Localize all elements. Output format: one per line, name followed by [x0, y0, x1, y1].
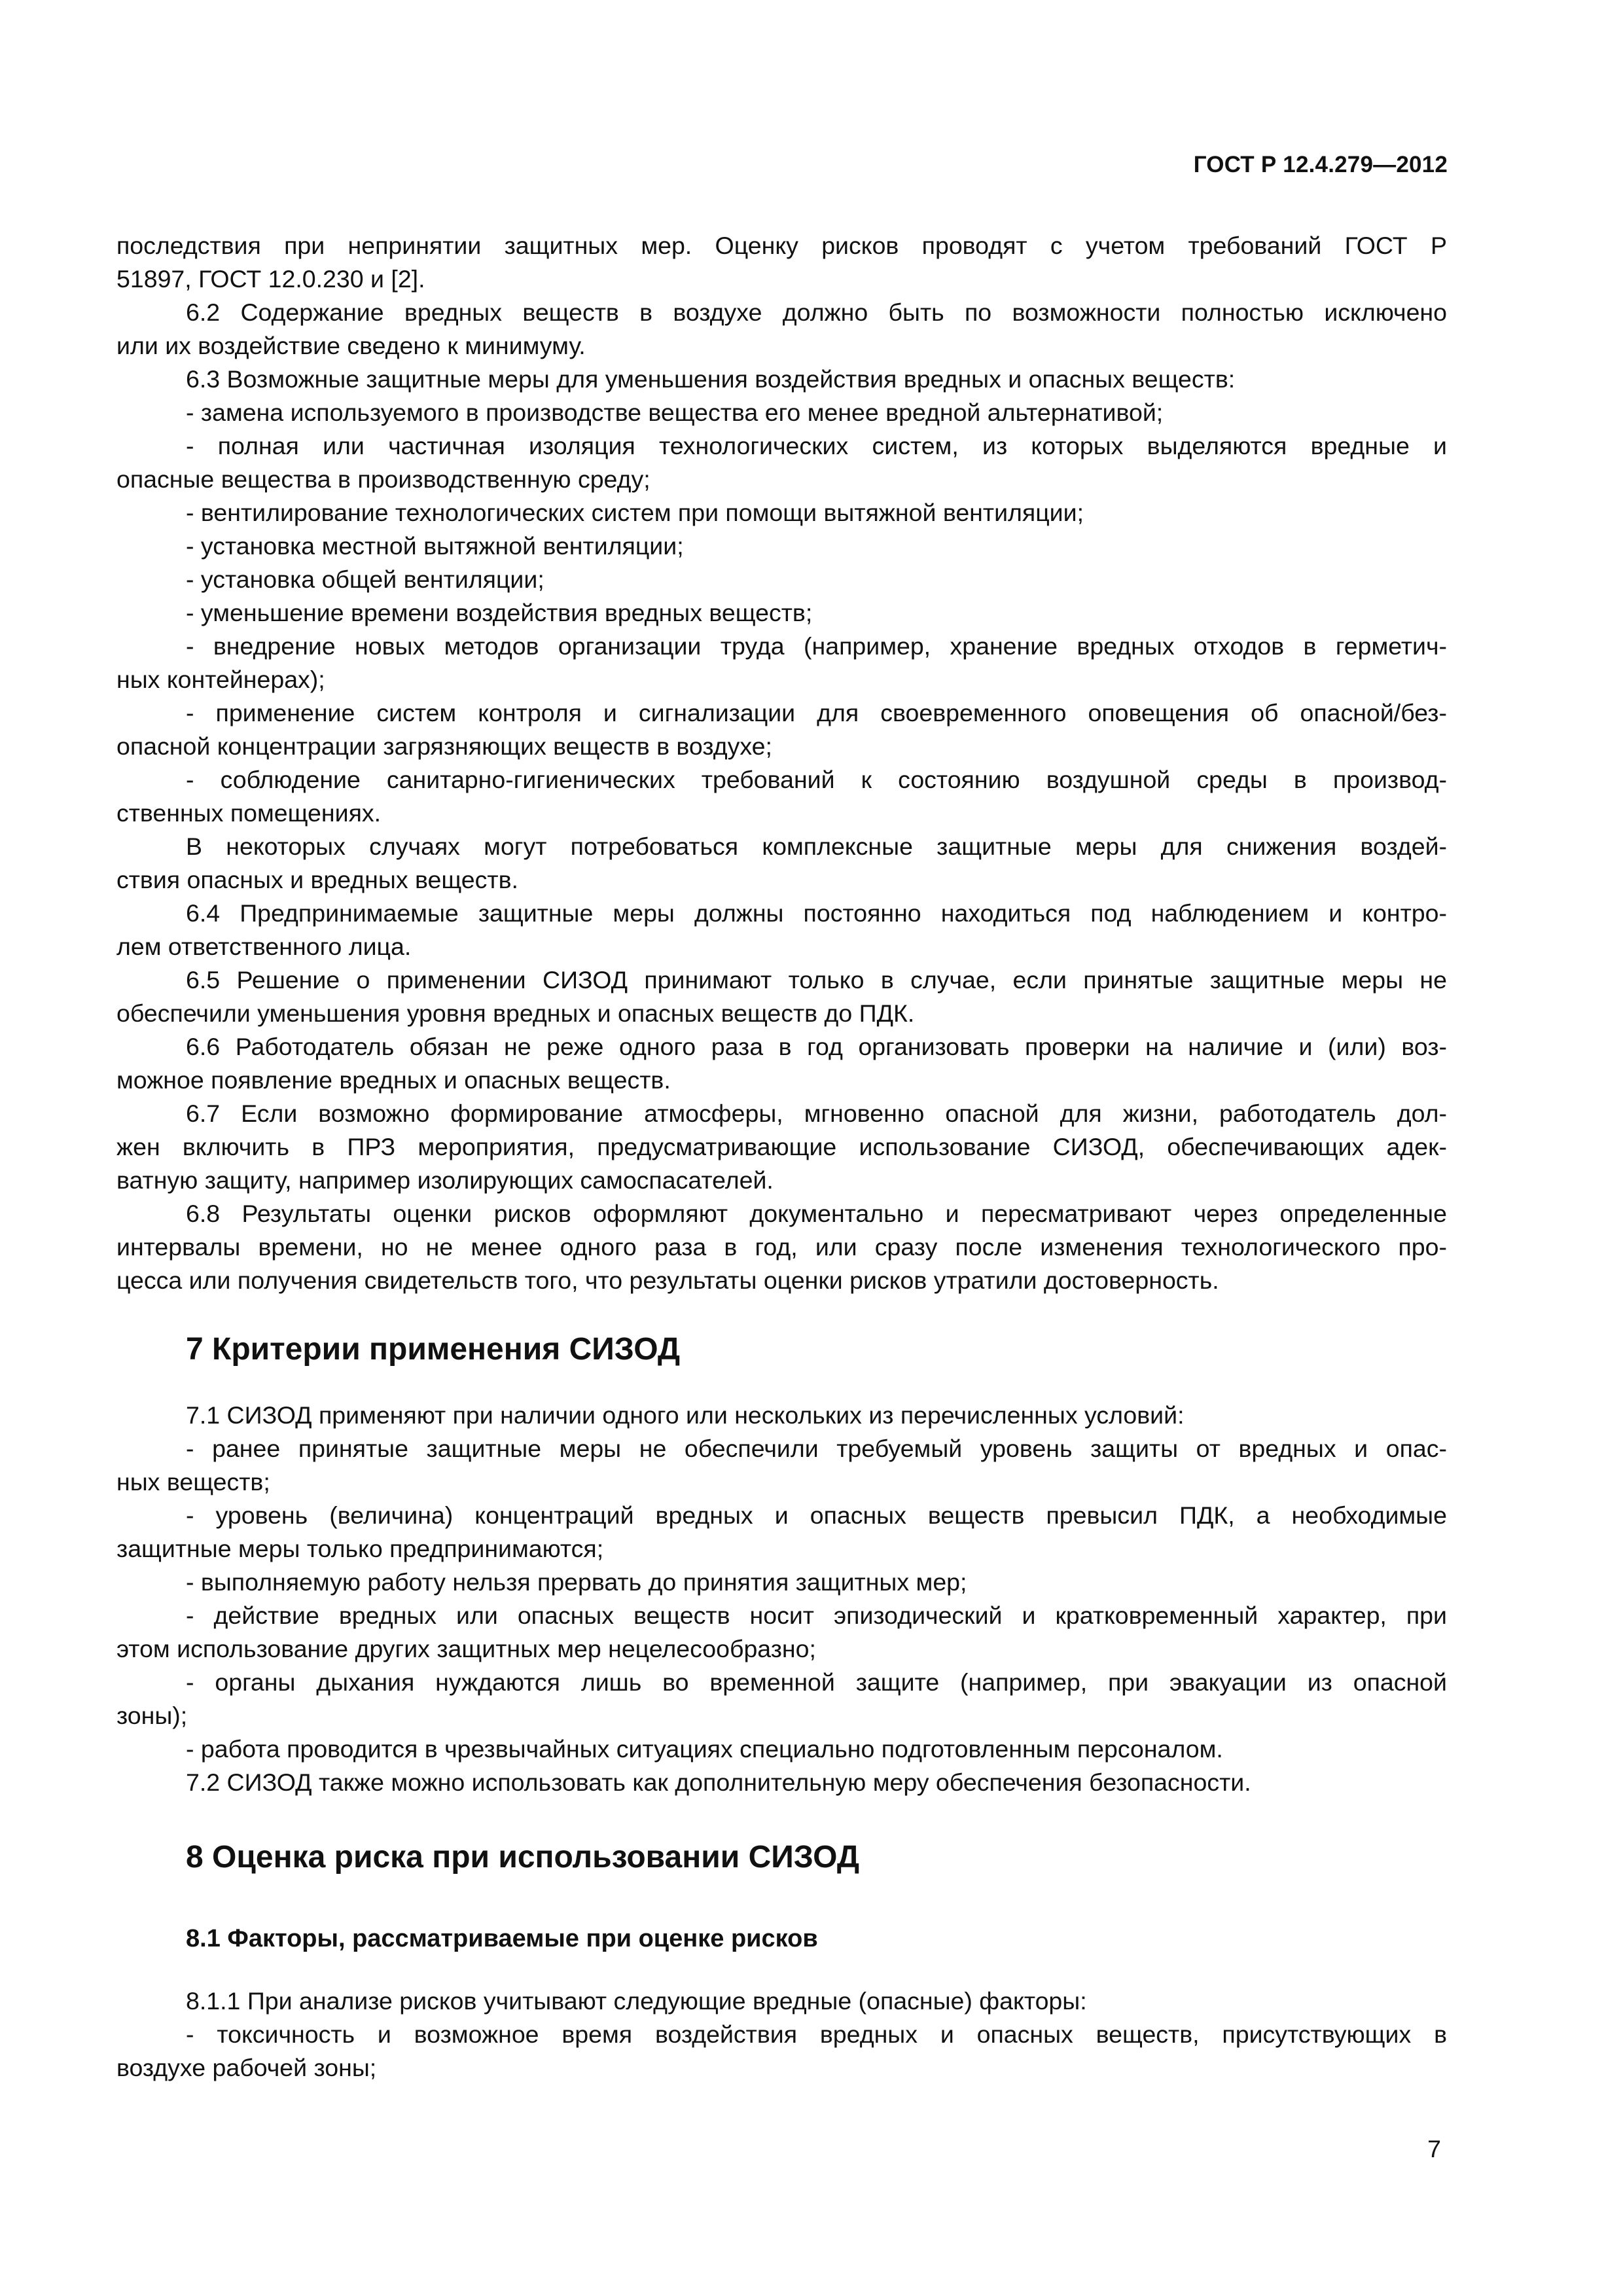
- text-line: ных контейнерах);: [116, 666, 325, 693]
- text-line: ных веществ;: [116, 1468, 270, 1496]
- text-line: 6.5 Решение о применении СИЗОД принимают только в случае, если принятые защитные меры не: [186, 966, 1447, 994]
- text-line: В некоторых случаях могут потребоваться комплексные защитные меры для снижения воздей-: [186, 833, 1447, 860]
- text-line: 7.2 СИЗОД также можно использовать как дополнительную меру обеспечения безопасности.: [186, 1768, 1251, 1796]
- text-line: - уменьшение времени воздействия вредных веществ;: [186, 599, 813, 626]
- document-code: ГОСТ Р 12.4.279—2012: [1193, 152, 1448, 177]
- text-line: можное появление вредных и опасных веществ.: [116, 1066, 671, 1094]
- text-line: 6.7 Если возможно формирование атмосферы, мгновенно опасной для жизни, работодатель дол-: [186, 1100, 1447, 1127]
- text-line: обеспечили уменьшения уровня вредных и опасных веществ до ПДК.: [116, 999, 915, 1027]
- text-line: лем ответственного лица.: [116, 933, 412, 960]
- text-line: 6.6 Работодатель обязан не реже одного раза в год организовать проверки на наличие и (или) воз-: [186, 1033, 1447, 1060]
- text-line: последствия при непринятии защитных мер. Оценку рисков проводят с учетом требований ГОСТ Р: [116, 232, 1447, 259]
- text-line: - установка общей вентиляции;: [186, 565, 544, 593]
- text-line: - полная или частичная изоляция технологических систем, из которых выделяются вредные и: [186, 432, 1447, 459]
- subsection-8-1-heading: 8.1 Факторы, рассматриваемые при оценке рисков: [186, 1925, 818, 1952]
- text-line: цесса или получения свидетельств того, что результаты оценки рисков утратили достоверность.: [116, 1266, 1219, 1294]
- text-line: - работа проводится в чрезвычайных ситуациях специально подготовленным персоналом.: [186, 1735, 1223, 1763]
- text-line: опасной концентрации загрязняющих веществ в воздухе;: [116, 732, 772, 760]
- text-line: - выполняемую работу нельзя прервать до принятия защитных мер;: [186, 1568, 967, 1596]
- text-line: или их воздействие сведено к минимуму.: [116, 332, 586, 359]
- text-line: зоны);: [116, 1702, 188, 1729]
- text-line: ствия опасных и вредных веществ.: [116, 866, 518, 893]
- text-line: интервалы времени, но не менее одного раза в год, или сразу после изменения технологического про-: [116, 1233, 1447, 1261]
- text-line: 8.1.1 При анализе рисков учитывают следующие вредные (опасные) факторы:: [186, 1987, 1087, 2015]
- text-line: - применение систем контроля и сигнализации для своевременного оповещения об опасной/без-: [186, 699, 1447, 726]
- text-line: 6.2 Содержание вредных веществ в воздухе должно быть по возможности полностью исключено: [186, 298, 1447, 326]
- text-line: 6.3 Возможные защитные меры для уменьшения воздействия вредных и опасных веществ:: [186, 365, 1236, 393]
- page-number: 7: [1427, 2135, 1441, 2162]
- text-line: 51897, ГОСТ 12.0.230 и [2].: [116, 265, 425, 293]
- text-line: 7.1 СИЗОД применяют при наличии одного или нескольких из перечисленных условий:: [186, 1401, 1185, 1429]
- text-line: этом использование других защитных мер нецелесообразно;: [116, 1635, 816, 1662]
- text-line: - действие вредных или опасных веществ носит эпизодический и кратковременный характер, при: [186, 1602, 1447, 1629]
- text-line: - уровень (величина) концентраций вредных и опасных веществ превысил ПДК, а необходимые: [186, 1501, 1447, 1529]
- section-8-heading: 8 Оценка риска при использовании СИЗОД: [186, 1840, 860, 1874]
- text-line: воздухе рабочей зоны;: [116, 2054, 377, 2081]
- text-line: - органы дыхания нуждаются лишь во временной защите (например, при эвакуации из опасной: [186, 1668, 1447, 1696]
- text-line: - внедрение новых методов организации труда (например, хранение вредных отходов в герметич-: [186, 632, 1447, 660]
- text-line: - токсичность и возможное время воздействия вредных и опасных веществ, присутствующих в: [186, 2020, 1447, 2048]
- section-7-heading: 7 Критерии применения СИЗОД: [186, 1332, 681, 1367]
- text-line: - установка местной вытяжной вентиляции;: [186, 532, 684, 560]
- text-line: опасные вещества в производственную среду;: [116, 465, 651, 493]
- text-line: ственных помещениях.: [116, 799, 382, 827]
- text-line: 6.8 Результаты оценки рисков оформляют документально и пересматривают через определенные: [186, 1200, 1447, 1227]
- text-line: - вентилирование технологических систем при помощи вытяжной вентиляции;: [186, 499, 1084, 526]
- text-line: - ранее принятые защитные меры не обеспечили требуемый уровень защиты от вредных и опас-: [186, 1435, 1447, 1462]
- text-line: ватную защиту, например изолирующих самоспасателей.: [116, 1166, 774, 1194]
- text-line: - замена используемого в производстве вещества его менее вредной альтернативой;: [186, 399, 1164, 426]
- text-line: жен включить в ПРЗ мероприятия, предусматривающие использование СИЗОД, обеспечивающих адек-: [116, 1133, 1447, 1160]
- text-line: 6.4 Предпринимаемые защитные меры должны постоянно находиться под наблюдением и контро-: [186, 899, 1447, 927]
- text-line: защитные меры только предпринимаются;: [116, 1535, 604, 1562]
- text-line: - соблюдение санитарно-гигиенических требований к состоянию воздушной среды в производ-: [186, 766, 1447, 793]
